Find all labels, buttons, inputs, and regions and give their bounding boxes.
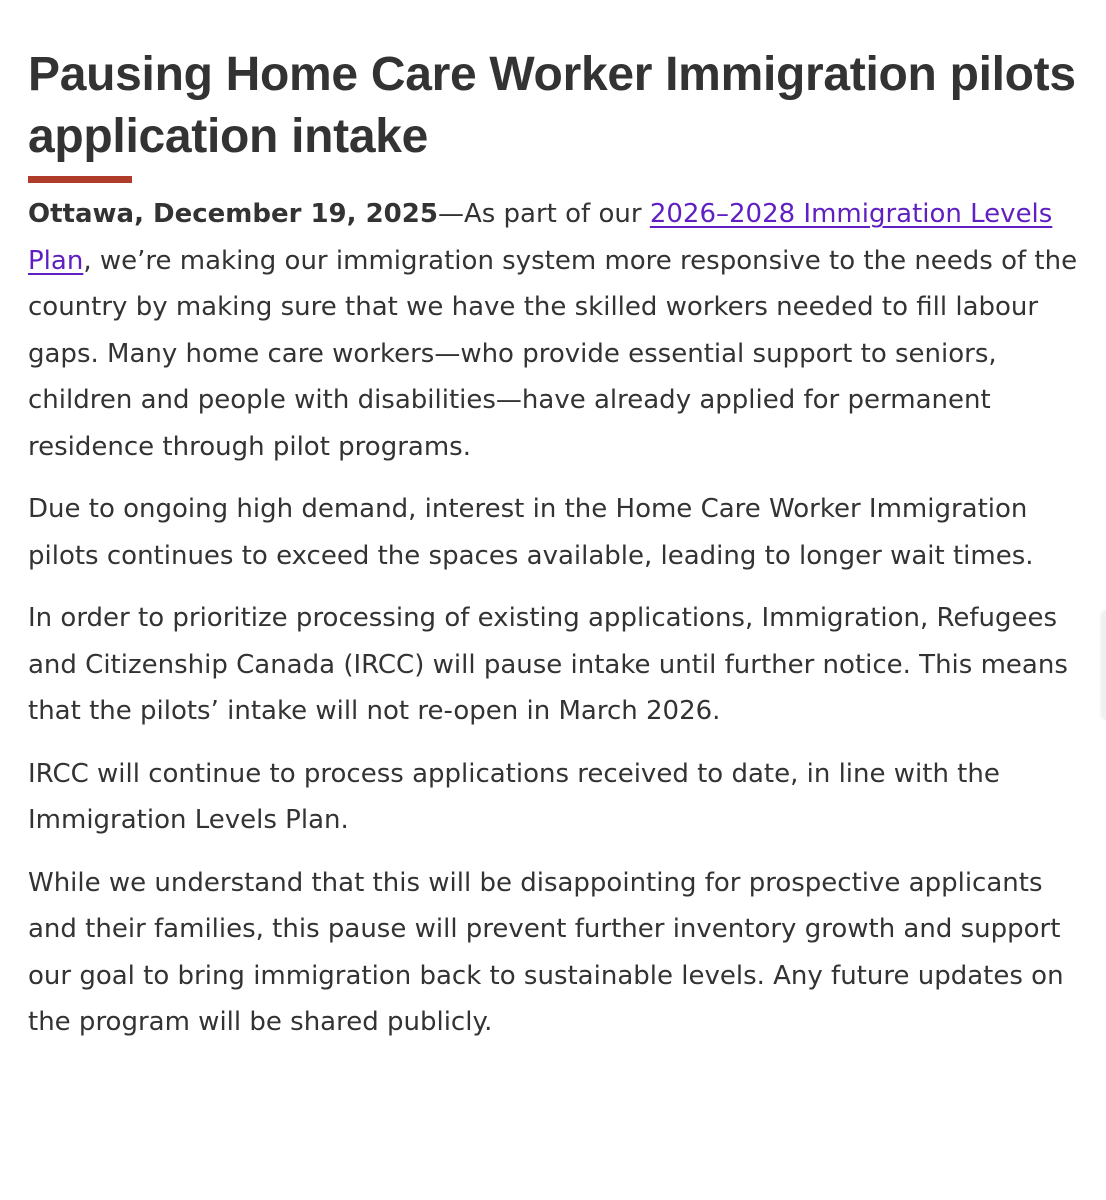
intro-text-before-link: —As part of our <box>437 199 650 229</box>
paragraph-continue-processing: IRCC will continue to process applications received to date, in line with the Immigration Levels Plan. <box>28 758 1000 835</box>
paragraph-high-demand: Due to ongoing high demand, interest in the Home Care Worker Immigration pilots continues to exceed the spaces available, leading to longer wait times. <box>28 494 1034 571</box>
dateline: Ottawa, December 19, 2025 <box>28 199 438 229</box>
intro-paragraph <box>28 191 1092 470</box>
article <box>28 44 1092 1046</box>
page-edge-handle <box>1102 610 1106 720</box>
page-title: Pausing Home Care Worker Immigration pilots application intake <box>28 48 1076 163</box>
paragraph-pause-intake: In order to prioritize processing of existing applications, Immigration, Refugees and Citizenship Canada (IRCC) will pause intake until further notice. This means that the pilots’ intake will not re-open in March 2026. <box>28 603 1068 726</box>
title-accent-rule <box>28 176 132 183</box>
paragraph-closing: While we understand that this will be disappointing for prospective applicants and their families, this pause will prevent further inventory growth and support our goal to bring immigration back to sustainable levels. Any future updates on the program will be shared publicly. <box>28 867 1064 1037</box>
immigration-levels-plan-link[interactable]: 2026–2028 Immigration Levels Plan <box>28 199 1053 276</box>
intro-text-after-link: , we’re making our immigration system more responsive to the needs of the country by making sure that we have the skilled workers needed to fill labour gaps. Many home care workers—who provide essential support to seniors, children and people with disabilities—have already applied for permanent residence through pilot programs. <box>28 245 1078 462</box>
